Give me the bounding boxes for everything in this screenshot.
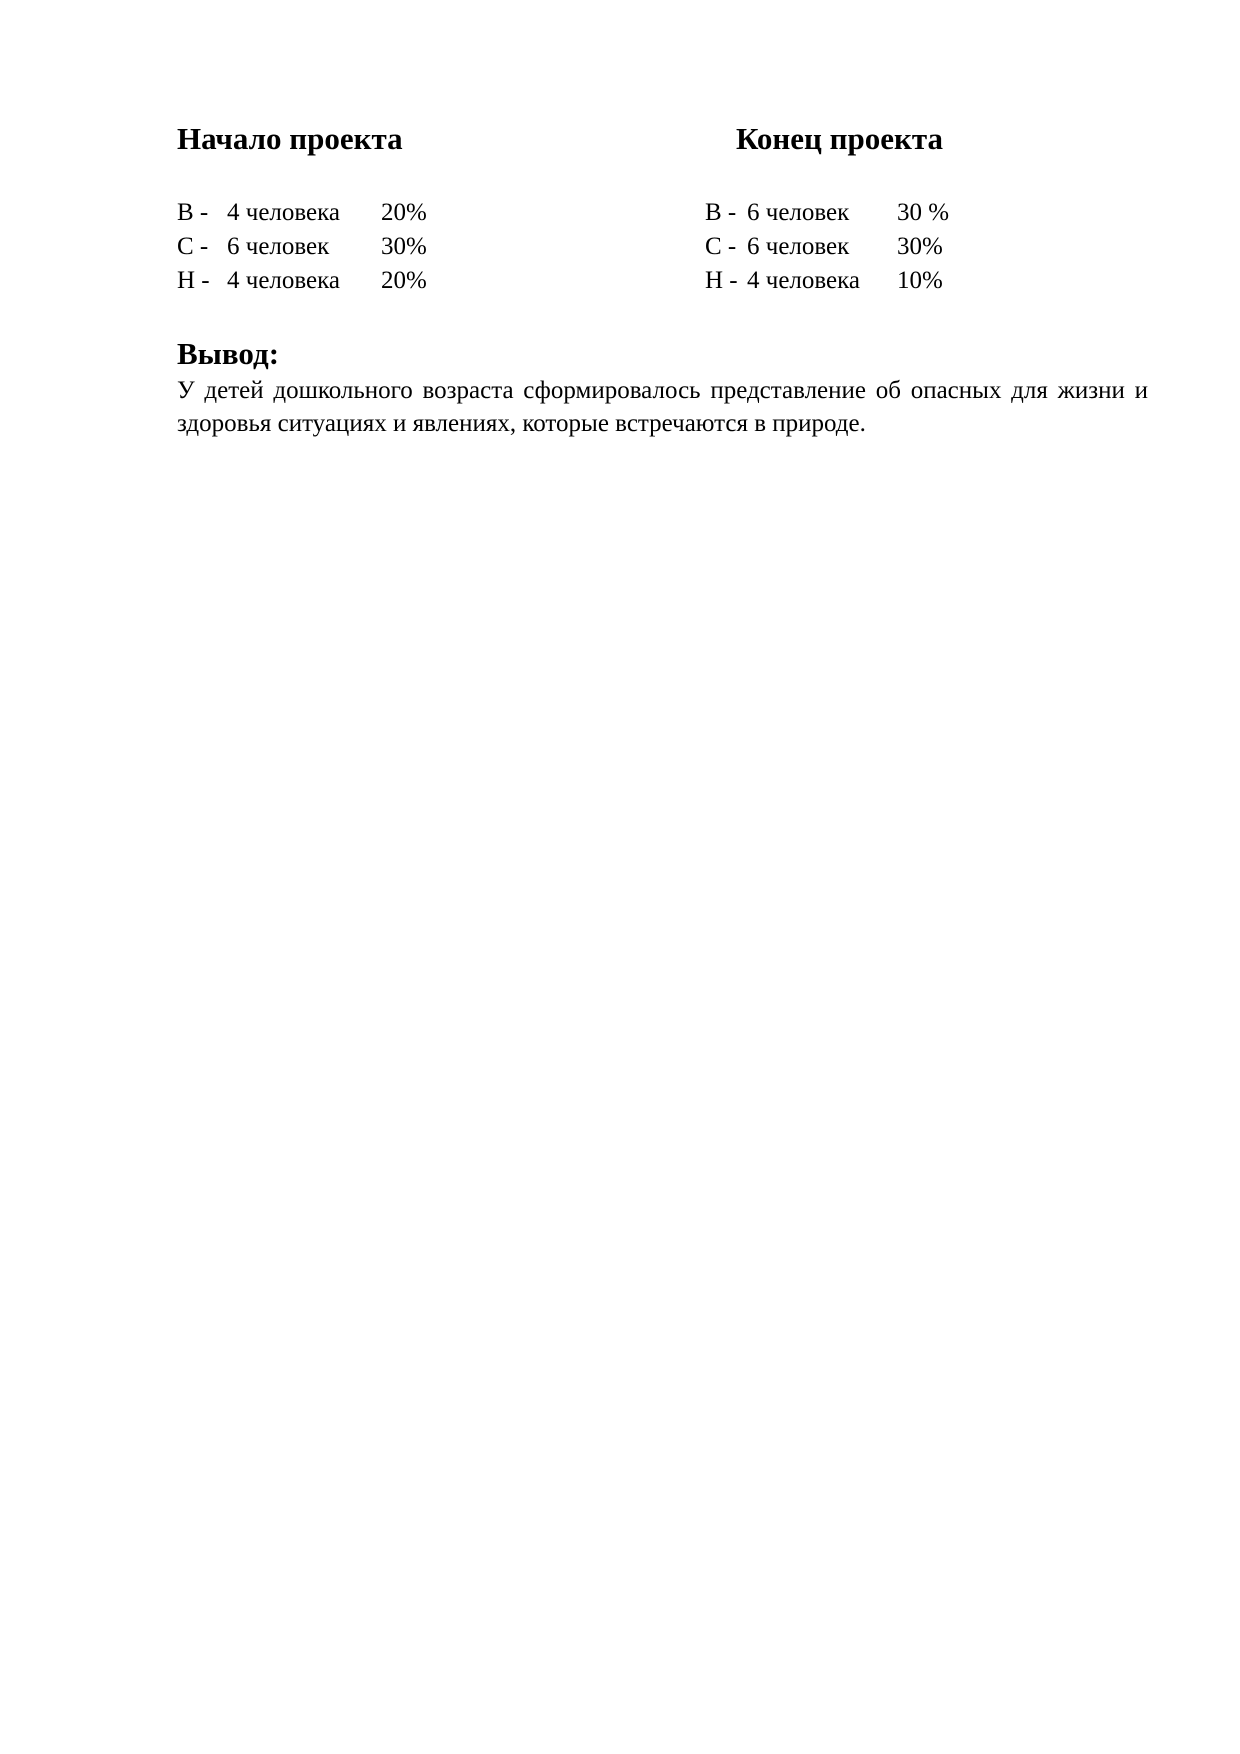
people-count: 6 человек bbox=[747, 199, 850, 226]
people-count: 6 человек bbox=[747, 233, 850, 260]
level-label: Н - bbox=[705, 267, 738, 294]
level-label: В - bbox=[177, 199, 209, 226]
level-label: В - bbox=[705, 199, 737, 226]
level-label: С - bbox=[177, 233, 209, 260]
percent-value: 30 % bbox=[897, 199, 950, 226]
start-heading: Начало проекта bbox=[177, 121, 403, 156]
people-count: 6 человек bbox=[227, 233, 330, 260]
end-heading: Конец проекта bbox=[736, 121, 943, 156]
conclusion-heading: Вывод: bbox=[177, 336, 280, 371]
percent-value: 10% bbox=[897, 267, 943, 294]
percent-value: 30% bbox=[381, 233, 427, 260]
people-count: 4 человека bbox=[227, 267, 341, 294]
people-count: 4 человека bbox=[227, 199, 341, 226]
percent-value: 20% bbox=[381, 267, 427, 294]
percent-value: 30% bbox=[897, 233, 943, 260]
people-count: 4 человека bbox=[747, 267, 861, 294]
level-label: С - bbox=[705, 233, 737, 260]
conclusion-paragraph: У детей дошкольного возраста сформировалось представление об опасных для жизни и здоровья ситуациях и явлениях, которые встречаются в природе. bbox=[177, 377, 1148, 437]
percent-value: 20% bbox=[381, 199, 427, 226]
level-label: Н - bbox=[177, 267, 210, 294]
